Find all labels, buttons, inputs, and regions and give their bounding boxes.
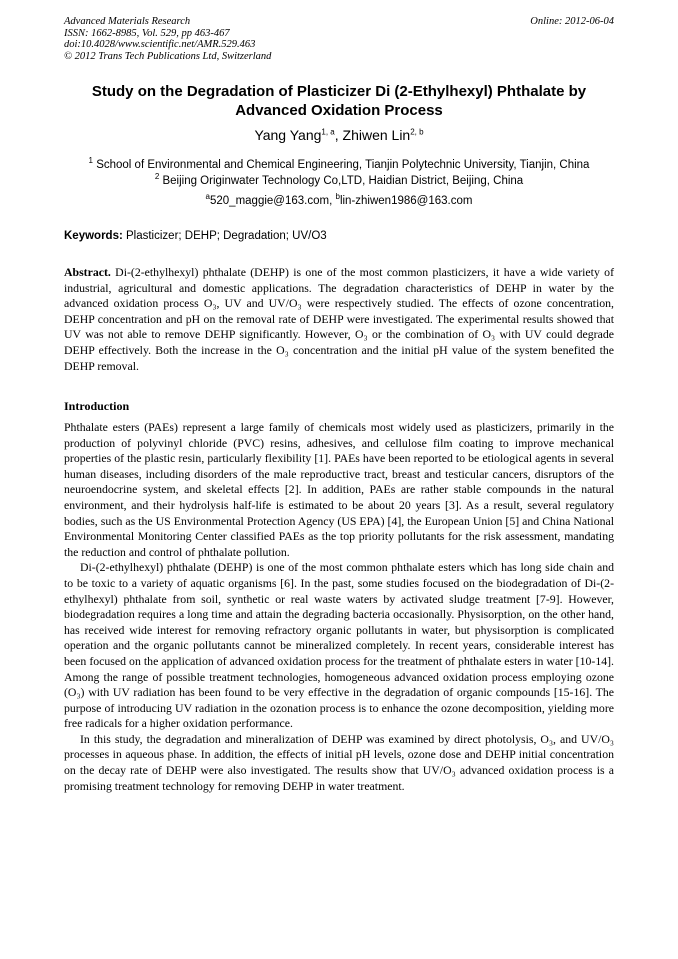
abstract-label: Abstract. <box>64 265 111 279</box>
issn-line: ISSN: 1662-8985, Vol. 529, pp 463-467 <box>64 27 230 39</box>
email-address: 520_maggie@163.com, <box>210 195 336 207</box>
affiliation-text: School of Environmental and Chemical Engineering, Tianjin Polytechnic University, Tianjin, China <box>96 159 590 171</box>
email-address: lin-zhiwen1986@163.com <box>339 195 473 207</box>
keywords <box>64 229 614 243</box>
author-superscript: 1, a <box>321 127 335 137</box>
paragraph: Phthalate esters (PAEs) represent a large family of chemicals most widely used as plasticizers, primarily in the production of polyvinyl chloride (PVC) resins, adhesives, and cellulose film coating to improve mechanical properties of the plastic resin, particularly flexibility [1]. PAEs have been reported to be etiological agents in several human diseases, including disorders of the male reproductive tract, breast and testicular cancers, disruptors of the neuroendocrine system, and skeletal effects [2]. In addition, PAEs are rather stable compounds in the natural environment, and their hydrolysis half-life is estimated to be about 20 years [3]. As a result, several regulatory bodies, such as the US Environmental Protection Agency (US EPA) [4], the European Union [5] and China National Environmental Monitoring Center classified PAEs as the top priority pollutants for the risk assessment, mandating the reduction and control of phthalate pollution. <box>64 420 614 559</box>
journal-header <box>64 16 614 62</box>
email-line <box>64 194 614 208</box>
paragraph: In this study, the degradation and mineralization of DEHP was examined by direct photolysis, O₃, and UV/O₃ processes in aqueous phase. In addition, the effects of initial pH levels, ozone dose and DEHP initial concentration on the decay rate of DEHP were also investigated. The results show that UV/O₃ advanced oxidation process is a promising treatment technology for removing DEHP in water treatment. <box>64 731 614 793</box>
affiliation-marker: 1 <box>88 156 93 166</box>
introduction-body <box>64 420 614 794</box>
affiliation-text: Beijing Originwater Technology Co,LTD, Haidian District, Beijing, China <box>162 175 524 187</box>
author-superscript: 2, b <box>410 127 424 137</box>
journal-name: Advanced Materials Research <box>64 16 191 27</box>
online-date: Online: 2012-06-04 <box>530 16 614 27</box>
paper-title: Study on the Degradation of Plasticizer Di (2-Ethylhexyl) Phthalate by Advanced Oxidation Process <box>91 83 587 119</box>
affiliation-1 <box>60 158 618 172</box>
section-heading: Introduction <box>64 399 130 413</box>
email-marker: a <box>205 192 210 202</box>
author-name: Yang Yang <box>254 127 322 143</box>
author-line <box>64 127 614 144</box>
copyright-line: © 2012 Trans Tech Publications Ltd, Switzerland <box>64 50 272 62</box>
abstract-text: Di-(2-ethylhexyl) phthalate (DEHP) is one of the most common plasticizers, it have a wide variety of industrial, agricultural and domestic applications. The degradation characteristics of DEHP in water by the advanced oxidation process O₃, UV and UV/O₃ were respectively studied. The effects of ozone concentration, DEHP concentration and pH on the removal rate of DEHP were investigated. The experimental results showed that UV was not able to remove DEHP significantly. However, O₃ or the combination of O₃ with UV could degrade DEHP effectively. Both the increase in the O₃ concentration and the initial pH value of the system benefited the DEHP removal. <box>64 265 614 373</box>
author-separator: , <box>334 127 343 143</box>
affiliation-2 <box>60 174 618 188</box>
affiliation-marker: 2 <box>154 172 160 182</box>
email-marker: b <box>335 192 340 202</box>
abstract <box>64 265 614 374</box>
keywords-label: Keywords: <box>64 230 123 242</box>
author-name: Zhiwen Lin <box>342 127 411 143</box>
doi-line: doi:10.4028/www.scientific.net/AMR.529.463 <box>64 39 256 50</box>
keywords-text: Plasticizer; DEHP; Degradation; UV/O3 <box>122 230 327 242</box>
paragraph: Di-(2-ethylhexyl) phthalate (DEHP) is one of the most common phthalate esters which has long side chain and to be toxic to a variety of aquatic organisms [6]. In the past, some studies focused on the biodegradation of Di-(2-ethylhexyl) phthalate from soil, synthetic or real waste waters by activated sludge treatment [7-9]. However, biodegradation requires a long time and attain the degrading bacteria occasionally. Physisorption, on the other hand, has received wide interest for removing refractory organic pollutants in water, but physisorption is complicated operation and the organic pollutants cannot be mineralized completely. In recent years, considerable interest has been focused on the application of advanced oxidation process for the treatment of phthalate esters in water [10-14]. Among the range of possible treatment technologies, homogeneous advanced oxidation process employing ozone (O₃) with UV radiation has been found to be very effective in the degradation of organic compounds [15-16]. The purpose of introducing UV radiation in the ozonation process is to enhance the ozone decomposition, yielding more free radicals for a higher oxidation performance. <box>64 560 614 731</box>
